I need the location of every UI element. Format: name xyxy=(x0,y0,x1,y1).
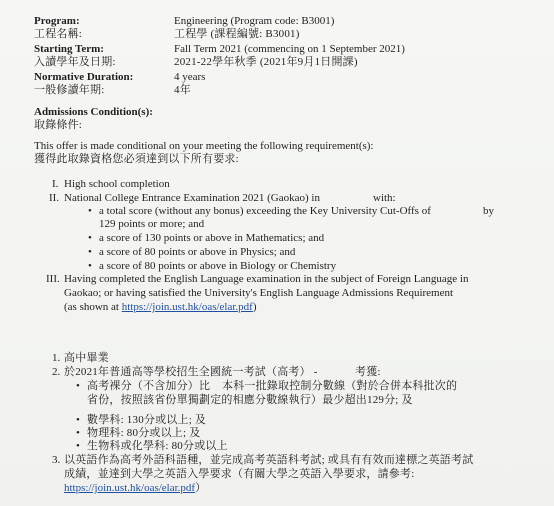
en-bullet4: a score of 80 points or above in Biology or Chemistry xyxy=(99,260,337,272)
bullet-icon: • xyxy=(76,380,80,392)
zh-item2-number: 2. xyxy=(52,366,61,378)
en-bullet2: a score of 130 points or above in Mathematics; and xyxy=(99,232,325,244)
zh-bullet3: 物理科: 80分或以上; 及 xyxy=(87,427,201,439)
en-item2-text-a: National College Entrance Examination 2021 (Gaokao) in xyxy=(64,192,320,204)
en-item3-line1: Having completed the English Language examination in the subject of Foreign Language in xyxy=(64,273,469,285)
zh-item3-line2: 成績，並達到大學之英語入學要求（有關大學之英語入學要求，請參考: xyxy=(64,468,415,480)
en-item2-number: II. xyxy=(49,192,60,204)
zh-item3-line1: 以英語作為高考外語科語種，並完成高考英語科考試; 或具有有效而達標之英語考試 xyxy=(64,454,474,466)
zh-item1-text: 高中畢業 xyxy=(64,352,109,364)
program-label-zh: 工程名稱: xyxy=(34,28,83,40)
en-item1-number: I. xyxy=(52,178,59,190)
starting-term-value-en: Fall Term 2021 (commencing on 1 September 2021) xyxy=(174,43,405,55)
zh-bullet1-line1-a: 高考裸分（不含加分）比 xyxy=(87,380,211,392)
en-item3-line3 xyxy=(64,302,257,313)
admissions-intro-zh: 獲得此取錄資格您必須達到以下所有要求: xyxy=(34,153,239,165)
bullet-icon: • xyxy=(76,427,80,439)
zh-item2-text-b: 考獲: xyxy=(355,366,381,378)
duration-value-en: 4 years xyxy=(174,71,206,83)
zh-item3-line3-post: ） xyxy=(195,482,207,494)
starting-term-value-zh: 2021-22學年秋季 (2021年9月1日開課) xyxy=(174,56,358,68)
elar-link-en[interactable]: https://join.ust.hk/oas/elar.pdf xyxy=(121,301,253,313)
starting-term-label-en: Starting Term: xyxy=(34,43,104,55)
en-item1-text: High school completion xyxy=(64,178,170,190)
en-item3-line2: Gaokao; or having satisfied the University's English Language Admissions Requirement xyxy=(64,287,454,299)
en-bullet3: a score of 80 points or above in Physics; and xyxy=(99,246,296,258)
zh-bullet1-line1-b: 本科一批錄取控制分數線（對於合併本科批次的 xyxy=(222,380,458,392)
admissions-intro-en: This offer is made conditional on your meeting the following requirement(s): xyxy=(34,140,374,152)
zh-bullet2: 數學科: 130分或以上; 及 xyxy=(87,414,207,426)
en-item3-line3-pre: (as shown at xyxy=(64,301,122,313)
bullet-icon: • xyxy=(76,414,80,426)
admissions-heading-zh: 取錄條件: xyxy=(34,119,83,131)
bullet-icon: • xyxy=(88,205,92,217)
duration-label-zh: 一般修讀年期: xyxy=(34,84,105,96)
en-bullet1-line1-end: by xyxy=(483,205,494,217)
zh-item3-number: 3. xyxy=(52,454,61,466)
bullet-icon: • xyxy=(88,260,92,272)
zh-item2-text-a: 於2021年普通高等學校招生全國統一考試（高考） - xyxy=(64,366,318,378)
duration-label-en: Normative Duration: xyxy=(34,71,134,83)
en-item3-line3-post: ) xyxy=(252,301,257,313)
program-value-en: Engineering (Program code: B3001) xyxy=(174,15,335,27)
zh-item3-line3 xyxy=(64,483,206,494)
en-item3-number: III. xyxy=(46,273,60,285)
bullet-icon: • xyxy=(88,246,92,258)
elar-link-zh[interactable]: https://join.ust.hk/oas/elar.pdf xyxy=(64,482,196,494)
zh-item1-number: 1. xyxy=(52,352,61,364)
program-value-zh: 工程學 (課程編號: B3001) xyxy=(174,28,300,40)
en-item2-text-b: with: xyxy=(373,192,396,204)
program-label-en: Program: xyxy=(34,15,80,27)
duration-value-zh: 4年 xyxy=(174,84,191,96)
bullet-icon: • xyxy=(88,232,92,244)
en-bullet1-line1: a total score (without any bonus) exceeding the Key University Cut-Offs of xyxy=(99,205,431,217)
starting-term-label-zh: 入讀學年及日期: xyxy=(34,56,116,68)
zh-bullet1-line2: 省份，按照該省份單獨劃定的相應分數線執行）最少超出129分; 及 xyxy=(87,394,413,406)
admissions-heading-en: Admissions Condition(s): xyxy=(34,106,153,118)
zh-bullet4: 生物科或化學科: 80分或以上 xyxy=(87,440,228,452)
bullet-icon: • xyxy=(76,440,80,452)
en-bullet1-line2: 129 points or more; and xyxy=(99,218,205,230)
